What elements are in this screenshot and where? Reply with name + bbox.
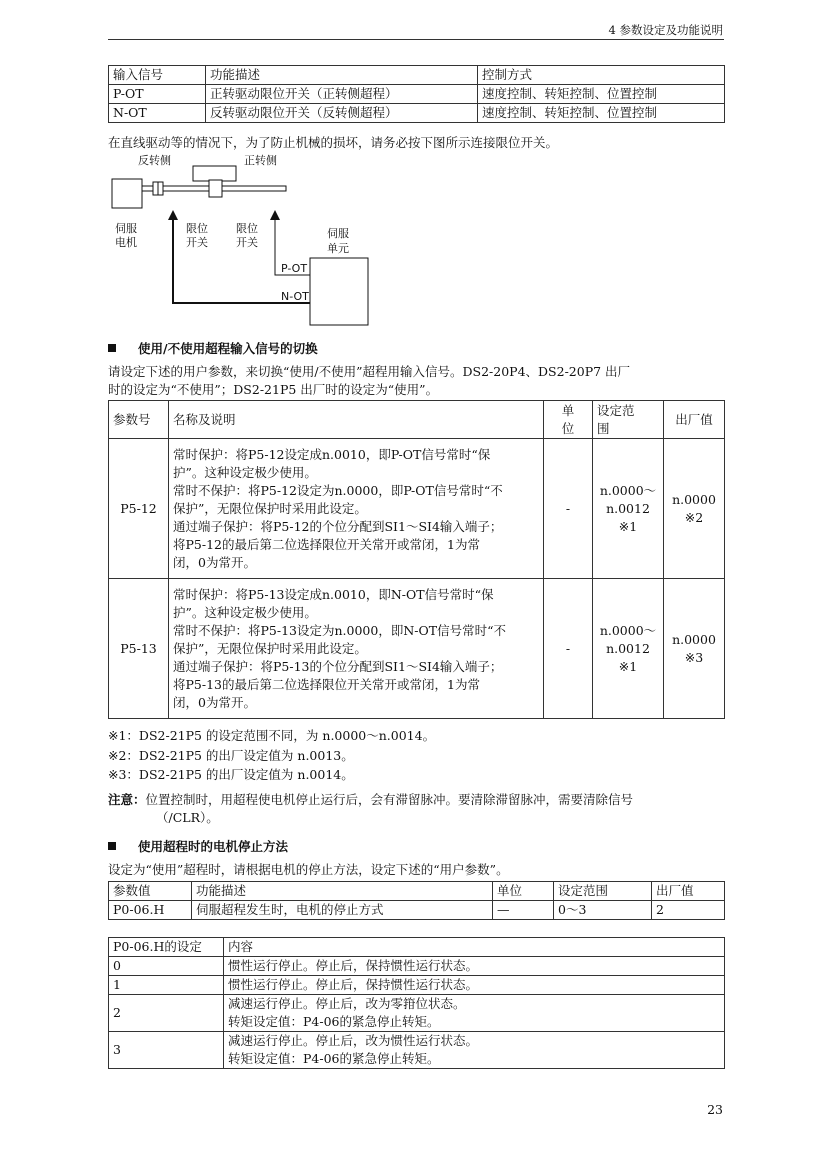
cell-line: 将P5-12的最后第二位选择限位开关常开或常闭，1为常 xyxy=(173,536,480,552)
table-row xyxy=(109,104,725,123)
servo-unit-box xyxy=(310,258,368,325)
cell-line: n.0000 xyxy=(672,631,716,647)
load-block xyxy=(193,166,236,181)
header-cell: P0-06.H的设定 xyxy=(109,938,224,957)
table-header-row xyxy=(109,66,725,85)
cell: 2 xyxy=(652,901,725,920)
cell-line: ※3 xyxy=(684,649,704,665)
cell-line: n.0012 xyxy=(606,500,650,516)
section-heading xyxy=(108,837,288,855)
cell: P5-13 xyxy=(109,579,169,719)
cell: — xyxy=(493,901,554,920)
caution xyxy=(108,791,728,827)
limit-switch-label: 限位 xyxy=(236,222,258,235)
motor-label: 电机 xyxy=(115,236,137,249)
motor-label: 伺服 xyxy=(115,222,137,235)
arrow-icon xyxy=(270,210,280,220)
forward-side-label: 正转侧 xyxy=(244,154,277,167)
table-header-row xyxy=(109,938,725,957)
cell-line: 转矩设定值：P4-06的紧急停止转矩。 xyxy=(228,1051,440,1066)
para-line: 请设定下述的用户参数，来切换“使用/不使用”超程用输入信号。DS2-20P4、DS2-20P7 出厂 xyxy=(108,364,631,379)
cell xyxy=(593,579,664,719)
cell: - xyxy=(544,579,593,719)
cell: N-OT xyxy=(109,104,206,123)
header-rule xyxy=(108,39,724,40)
header-cell: 设定范围 xyxy=(554,882,652,901)
header-cell: 控制方式 xyxy=(478,66,725,85)
cell-line: 通过端子保护：将P5-12的个位分配到SI1～SI4输入端子； xyxy=(173,518,503,534)
header-cell: 功能描述 xyxy=(206,66,478,85)
cell: 正转驱动限位开关（正转侧超程） xyxy=(206,85,478,104)
limit-switch-diagram xyxy=(100,150,400,330)
header-cell: 参数号 xyxy=(109,401,169,439)
table-row xyxy=(109,957,725,976)
section-heading xyxy=(108,339,318,357)
limit-switch-label: 限位 xyxy=(186,222,208,235)
cell: - xyxy=(544,439,593,579)
cell-line: 惯性运行停止。停止后，保持惯性运行状态。 xyxy=(228,977,479,992)
table-row xyxy=(109,901,725,920)
limit-switch-label: 开关 xyxy=(186,236,208,249)
param-table xyxy=(108,400,725,719)
cell xyxy=(664,579,725,719)
cell: 速度控制、转矩控制、位置控制 xyxy=(478,104,725,123)
header-text: 设定范围 xyxy=(597,402,635,436)
bullet-square-icon xyxy=(108,344,116,352)
caution-text: （/CLR）。 xyxy=(156,810,219,825)
table-row xyxy=(109,579,725,719)
cell-line: n.0000 xyxy=(672,491,716,507)
cell-line: 常时保护：将P5-13设定成n.0010，即N-OT信号常时“保 xyxy=(173,586,494,602)
reverse-side-label: 反转侧 xyxy=(138,154,171,167)
motor-box xyxy=(112,179,142,208)
table-row xyxy=(109,976,725,995)
cell xyxy=(224,995,725,1032)
cell xyxy=(664,439,725,579)
caution-text: 位置控制时，用超程使电机停止运行后，会有滞留脉冲。要清除滞留脉冲，需要清除信号 xyxy=(145,792,634,807)
notes xyxy=(108,726,435,785)
cell: 2 xyxy=(109,995,224,1032)
cell-line: 常时不保护：将P5-12设定为n.0000，即P-OT信号常时“不 xyxy=(173,482,503,498)
limit-switch-label: 开关 xyxy=(236,236,258,249)
cell-line: ※2 xyxy=(684,509,704,525)
n-ot-label: N-OT xyxy=(281,290,309,303)
header-cell: 名称及说明 xyxy=(169,401,544,439)
cell-line: 保护”，无限位保护时采用此设定。 xyxy=(173,640,367,656)
cell-line: 闭，0为常开。 xyxy=(173,694,256,710)
cell-line: ※1 xyxy=(618,658,638,674)
cell-line: 通过端子保护：将P5-13的个位分配到SI1～SI4输入端子； xyxy=(173,658,503,674)
cell: 伺服超程发生时，电机的停止方式 xyxy=(192,901,493,920)
stop-method-table xyxy=(108,881,725,920)
caution-label: 注意： xyxy=(108,792,146,807)
cell-line: 常时保护：将P5-12设定成n.0010，即P-OT信号常时“保 xyxy=(173,446,491,462)
header-cell: 出厂值 xyxy=(664,401,725,439)
servo-unit-label: 单元 xyxy=(327,242,349,255)
cell: P0-06.H xyxy=(109,901,192,920)
cell-line: 将P5-13的最后第二位选择限位开关常开或常闭，1为常 xyxy=(173,676,480,692)
para-line: 时的设定为“不使用”；DS2-21P5 出厂时的设定为“使用”。 xyxy=(108,382,439,397)
cell xyxy=(224,957,725,976)
cell-line: n.0000～ xyxy=(599,482,657,498)
header-cell: 出厂值 xyxy=(652,882,725,901)
cell-line: 护”。这种设定极少使用。 xyxy=(173,464,317,480)
servo-unit-label: 伺服 xyxy=(327,227,349,240)
table-row xyxy=(109,439,725,579)
cell-line: 保护”，无限位保护时采用此设定。 xyxy=(173,500,367,516)
header-cell: 功能描述 xyxy=(192,882,493,901)
cell-line: n.0000～ xyxy=(599,622,657,638)
note: ※1：DS2-21P5 的设定范围不同，为 n.0000～n.0014。 xyxy=(108,728,436,743)
header-cell: 参数值 xyxy=(109,882,192,901)
cell xyxy=(169,439,544,579)
cell-line: 护”。这种设定极少使用。 xyxy=(173,604,317,620)
arrow-icon xyxy=(168,210,178,220)
cell: P-OT xyxy=(109,85,206,104)
bullet-square-icon xyxy=(108,842,116,850)
cell xyxy=(169,579,544,719)
table-row xyxy=(109,85,725,104)
cell xyxy=(593,439,664,579)
section-para xyxy=(108,363,728,399)
header-cell: 单位 xyxy=(493,882,554,901)
cell: 1 xyxy=(109,976,224,995)
page-number: 23 xyxy=(707,1102,723,1117)
table-row xyxy=(109,1032,725,1069)
signal-table xyxy=(108,65,725,123)
table-header-row xyxy=(109,401,725,439)
cell-line: 减速运行停止。停止后，改为惯性运行状态。 xyxy=(228,1033,479,1048)
cell-line: n.0012 xyxy=(606,640,650,656)
cell-line: 减速运行停止。停止后，改为零箝位状态。 xyxy=(228,996,466,1011)
note: ※2：DS2-21P5 的出厂设定值为 n.0013。 xyxy=(108,747,354,763)
cell-line: 闭，0为常开。 xyxy=(173,554,256,570)
setting-table xyxy=(108,937,725,1069)
slider xyxy=(209,180,222,197)
header-cell: 内容 xyxy=(224,938,725,957)
section-para: 设定为“使用”超程时，请根据电机的停止方法，设定下述的“用户参数”。 xyxy=(108,862,509,877)
chapter-header: 4 参数设定及功能说明 xyxy=(608,23,723,37)
cell: 速度控制、转矩控制、位置控制 xyxy=(478,85,725,104)
note: ※3：DS2-21P5 的出厂设定值为 n.0014。 xyxy=(108,767,354,782)
table-header-row xyxy=(109,882,725,901)
cell: 0 xyxy=(109,957,224,976)
cell-line: ※1 xyxy=(618,518,638,534)
cell: P5-12 xyxy=(109,439,169,579)
cell: 3 xyxy=(109,1032,224,1069)
cell xyxy=(224,1032,725,1069)
header-text: 单位 xyxy=(561,402,575,436)
cell-line: 转矩设定值：P4-06的紧急停止转矩。 xyxy=(228,1014,440,1029)
cell-line: 常时不保护：将P5-13设定为n.0000，即N-OT信号常时“不 xyxy=(173,622,506,638)
intro-text: 在直线驱动等的情况下，为了防止机械的损坏，请务必按下图所示连接限位开关。 xyxy=(108,135,559,150)
header-cell: 输入信号 xyxy=(109,66,206,85)
cell: 0～3 xyxy=(554,901,652,920)
section-title: 使用超程时的电机停止方法 xyxy=(138,839,289,854)
cell: 反转驱动限位开关（反转侧超程） xyxy=(206,104,478,123)
cell-line: 惯性运行停止。停止后，保持惯性运行状态。 xyxy=(228,958,479,973)
p-ot-label: P-OT xyxy=(281,262,308,275)
header-cell xyxy=(593,401,664,439)
header-cell xyxy=(544,401,593,439)
table-row xyxy=(109,995,725,1032)
cell xyxy=(224,976,725,995)
section-title: 使用/不使用超程输入信号的切换 xyxy=(138,341,318,356)
